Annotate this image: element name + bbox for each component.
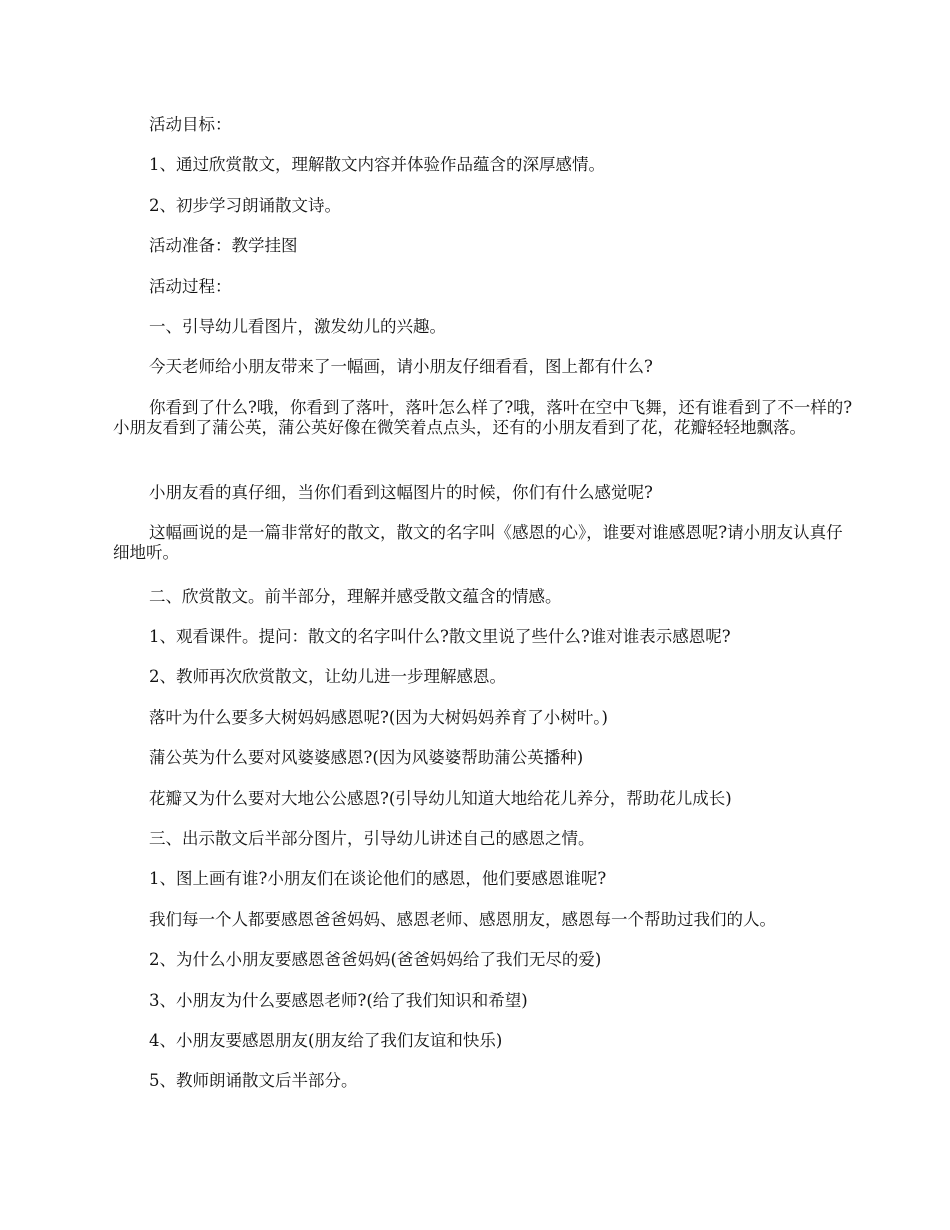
paragraph-step-3-item-2: 2、为什么小朋友要感恩爸爸妈妈(爸爸妈妈给了我们无尽的爱) — [149, 950, 602, 969]
paragraph-step-2-item-2: 2、教师再次欣赏散文，让幼儿进一步理解感恩。 — [149, 667, 506, 686]
paragraph-leaf-question: 落叶为什么要多大树妈妈感恩呢?(因为大树妈妈养育了小树叶。) — [149, 708, 608, 727]
paragraph-dandelion-question: 蒲公英为什么要对风婆婆感恩?(因为风婆婆帮助蒲公英播种) — [149, 748, 584, 767]
paragraph-step-1-heading: 一、引导幼儿看图片，激发幼儿的兴趣。 — [149, 317, 446, 336]
paragraph-petal-question: 花瓣又为什么要对大地公公感恩?(引导幼儿知道大地给花儿养分，帮助花儿成长) — [149, 789, 732, 808]
paragraph-goal-1: 1、通过欣赏散文，理解散文内容并体验作品蕴含的深厚感情。 — [149, 155, 605, 174]
paragraph-step-3-item-3: 3、小朋友为什么要感恩老师?(给了我们知识和希望) — [149, 991, 528, 1010]
paragraph-step-1-intro: 今天老师给小朋友带来了一幅画，请小朋友仔细看看，图上都有什么? — [149, 357, 653, 376]
paragraph-step-2-heading: 二、欣赏散文。前半部分，理解并感受散文蕴含的情感。 — [149, 587, 562, 606]
paragraph-step-3-item-4: 4、小朋友要感恩朋友(朋友给了我们友谊和快乐) — [149, 1031, 503, 1050]
paragraph-step-2-item-1: 1、观看课件。提问：散文的名字叫什么?散文里说了些什么?谁对谁表示感恩呢? — [149, 627, 731, 646]
paragraph-activity-goal-heading: 活动目标： — [149, 115, 232, 134]
paragraph-gratitude-everyone: 我们每一个人都要感恩爸爸妈妈、感恩老师、感恩朋友，感恩每一个帮助过我们的人。 — [149, 910, 776, 929]
paragraph-preparation: 活动准备：教学挂图 — [149, 236, 298, 255]
paragraph-step-3-heading: 三、出示散文后半部分图片，引导幼儿讲述自己的感恩之情。 — [149, 829, 595, 848]
paragraph-goal-2: 2、初步学习朗诵散文诗。 — [149, 196, 341, 215]
paragraph-step-1-dialogue: 你看到了什么?哦，你看到了落叶，落叶怎么样了?哦，落叶在空中飞舞，还有谁看到了不一样的?小朋友看到了蒲公英，蒲公英好像在微笑着点点头，还有的小朋友看到了花，花瓣轻轻地飘落。 — [113, 398, 853, 437]
paragraph-step-1-prose-title: 这幅画说的是一篇非常好的散文，散文的名字叫《感恩的心》，谁要对谁感恩呢?请小朋友认真仔细地听。 — [113, 523, 843, 562]
paragraph-step-3-item-5: 5、教师朗诵散文后半部分。 — [149, 1071, 358, 1090]
paragraph-step-3-item-1: 1、图上画有谁?小朋友们在谈论他们的感恩，他们要感恩谁呢? — [149, 869, 607, 888]
paragraph-process-heading: 活动过程： — [149, 277, 232, 296]
paragraph-step-1-feeling: 小朋友看的真仔细，当你们看到这幅图片的时候，你们有什么感觉呢? — [149, 483, 653, 502]
